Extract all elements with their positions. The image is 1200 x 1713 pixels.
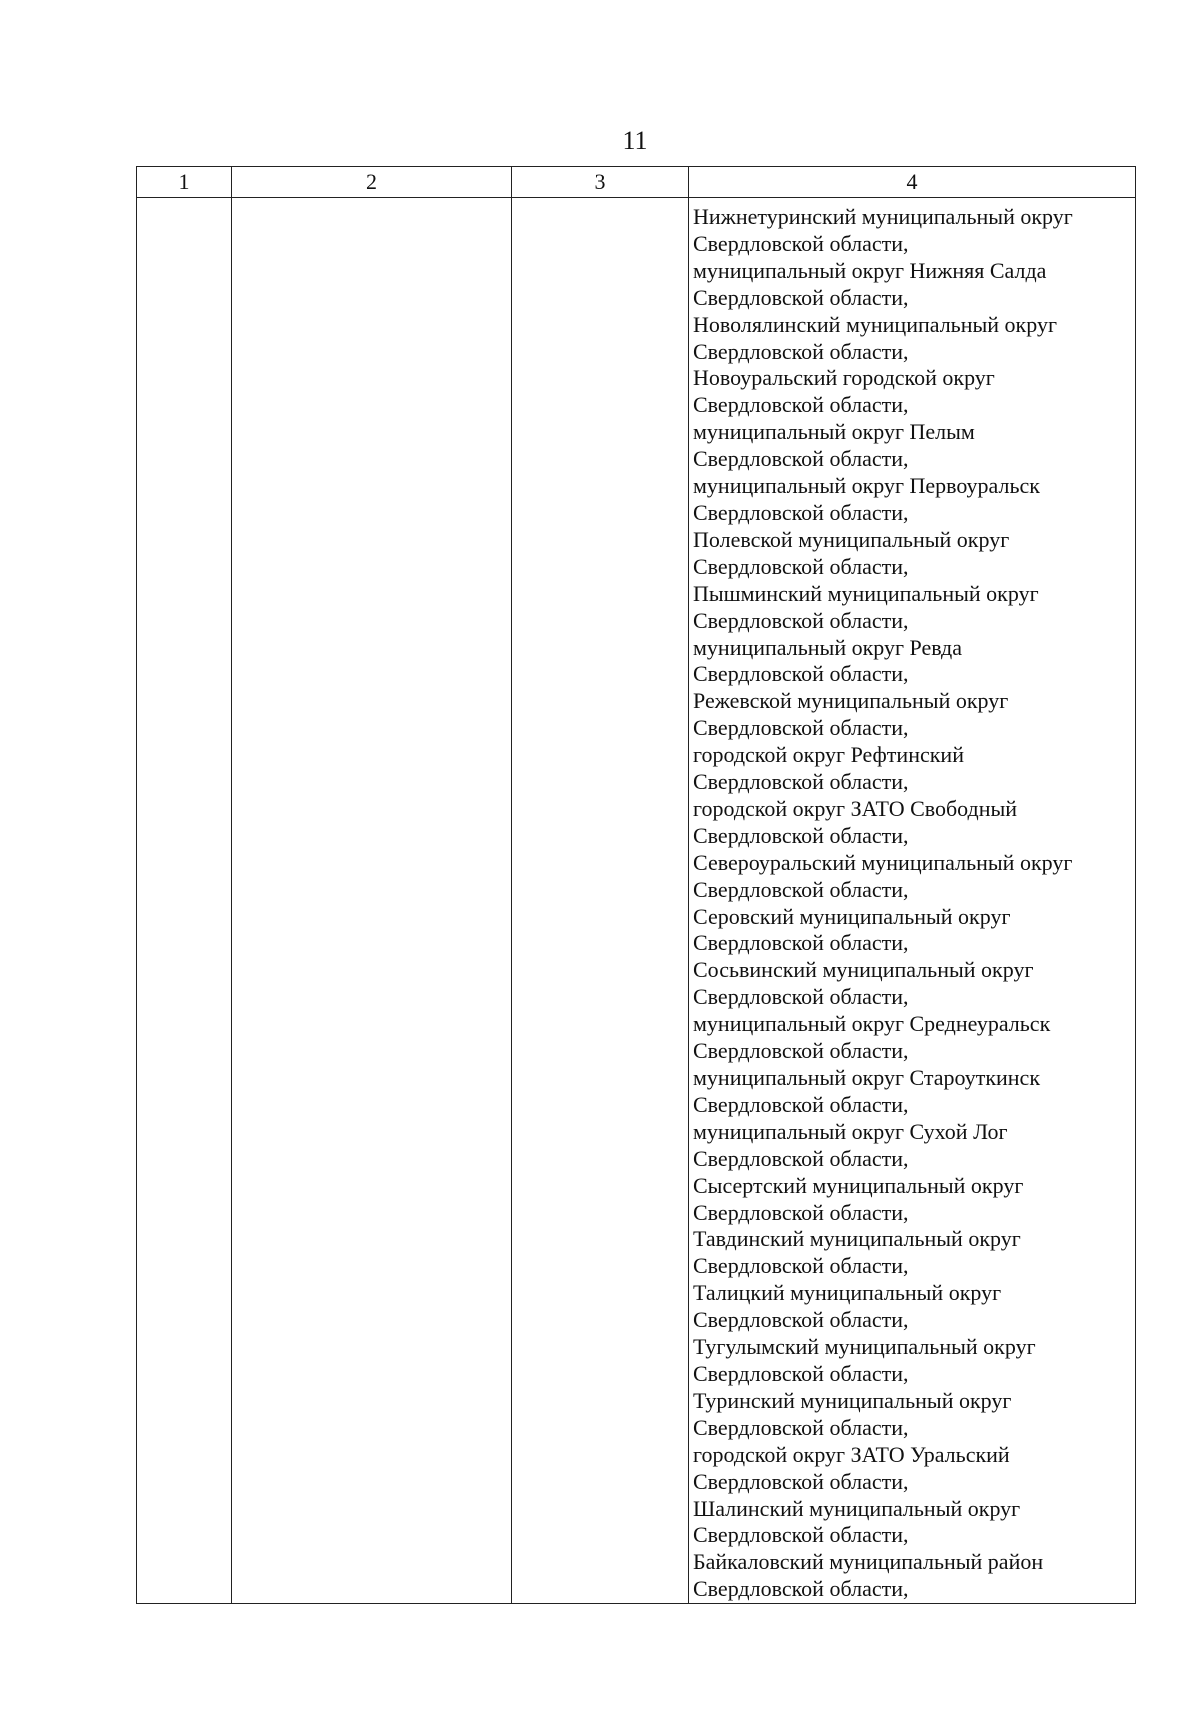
column-header-1: 1 [137, 167, 232, 198]
municipality-name-line: Тугулымский муниципальный округ [693, 1334, 1036, 1360]
municipality-name-line: Байкаловский муниципальный район [693, 1549, 1044, 1575]
municipality-name-line: муниципальный округ Староуткинск [693, 1065, 1041, 1090]
region-name-line: Свердловской области, [693, 1145, 909, 1171]
municipality-name-line: Туринский муниципальный округ [693, 1387, 1012, 1413]
column-header-4: 4 [689, 167, 1136, 198]
region-name-line: Свердловской области, [693, 1468, 909, 1494]
region-name-line: Свердловской области, [693, 822, 909, 848]
region-name-line: Свердловской области, [693, 769, 909, 795]
municipality-name-line: Североуральский муниципальный округ [693, 849, 1073, 875]
cell-column-1 [137, 198, 232, 1604]
table-row [137, 198, 1136, 1604]
region-name-line: Свердловской области, [693, 1307, 909, 1333]
municipality-name-line: Шалинский муниципальный округ [693, 1495, 1021, 1521]
column-header-2: 2 [232, 167, 512, 198]
cell-column-3 [512, 198, 689, 1604]
cell-column-4 [689, 198, 1136, 1604]
municipality-name-line: Тавдинский муниципальный округ [693, 1226, 1021, 1252]
region-name-line: Свердловской области, [693, 1360, 909, 1386]
region-name-line: Свердловской области, [693, 446, 909, 472]
region-name-line: Свердловской области, [693, 876, 909, 902]
region-name-line: Свердловской области, [693, 715, 909, 741]
municipality-name-line: Сысертский муниципальный округ [693, 1172, 1024, 1198]
region-name-line: Свердловской области, [693, 1199, 909, 1225]
municipality-name-line: Сосьвинский муниципальный округ [693, 957, 1034, 983]
table-header-row [137, 167, 1136, 198]
municipality-name-line: городской округ ЗАТО Уральский [693, 1441, 1010, 1467]
municipality-name-line: Новолялинский муниципальный округ [693, 311, 1057, 337]
region-name-line: Свердловской области, [693, 230, 909, 256]
region-name-line: Свердловской области, [693, 553, 909, 579]
municipality-name-line: Серовский муниципальный округ [693, 903, 1011, 929]
region-name-line: Свердловской области, [693, 499, 909, 525]
municipality-name-line: муниципальный округ Ревда [693, 634, 963, 660]
region-name-line: Свердловской области, [693, 984, 909, 1010]
region-name-line: Свердловской области, [693, 930, 909, 956]
region-name-line: Свердловской области, [693, 392, 909, 418]
region-name-line: Свердловской области, [693, 284, 909, 310]
region-name-line: Свердловской области, [693, 1038, 909, 1064]
municipality-name-line: муниципальный округ Сухой Лог [693, 1118, 1008, 1144]
municipality-name-line: муниципальный округ Первоуральск [693, 473, 1040, 499]
region-name-line: Свердловской области, [693, 1522, 909, 1548]
region-name-line: Свердловской области, [693, 1091, 909, 1117]
region-name-line: Свердловской области, [693, 338, 909, 364]
column-header-3: 3 [512, 167, 689, 198]
municipality-name-line: Талицкий муниципальный округ [693, 1280, 1002, 1306]
municipality-name-line: Новоуральский городской округ [693, 365, 995, 391]
municipality-name-line: муниципальный округ Нижняя Салда [693, 257, 1047, 283]
document-table [136, 166, 1136, 1604]
page-number: 11 [622, 126, 648, 155]
municipality-name-line: Нижнетуринский муниципальный округ [693, 204, 1073, 229]
municipality-name-line: Пышминский муниципальный округ [693, 580, 1039, 606]
municipality-name-line: муниципальный округ Среднеуральск [693, 1011, 1051, 1037]
municipality-name-line: городской округ Рефтинский [693, 742, 964, 768]
municipality-name-line: Режевской муниципальный округ [693, 688, 1009, 714]
cell-column-2 [232, 198, 512, 1604]
region-name-line: Свердловской области, [693, 1253, 909, 1279]
municipality-name-line: городской округ ЗАТО Свободный [693, 795, 1018, 821]
region-name-line: Свердловской области, [693, 607, 909, 633]
region-name-line: Свердловской области, [693, 1414, 909, 1440]
municipality-list [689, 198, 1135, 1603]
region-name-line: Свердловской области, [693, 661, 909, 687]
municipality-name-line: муниципальный округ Пелым [693, 419, 975, 445]
municipality-name-line: Полевской муниципальный округ [693, 526, 1010, 552]
region-name-line: Свердловской области, [693, 1576, 909, 1602]
